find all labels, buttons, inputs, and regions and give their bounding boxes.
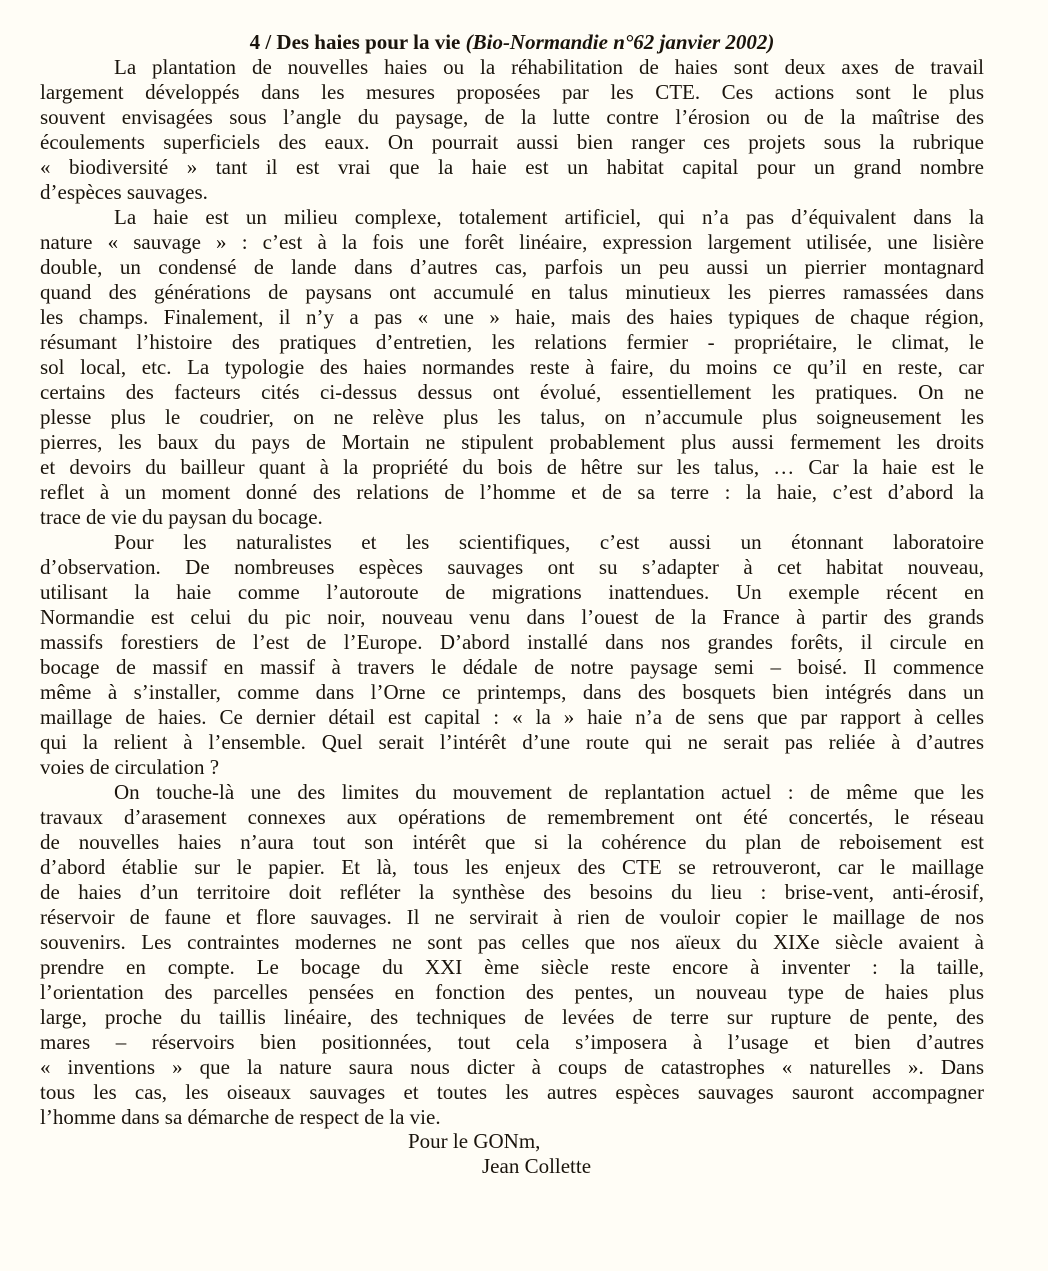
paragraph-line: « biodiversité » tant il est vrai que la haie est un habitat capital pour un grand nombre bbox=[40, 155, 984, 179]
paragraph-line: d’observation. De nombreuses espèces sauvages ont su s’adapter à cet habitat nouveau, bbox=[40, 555, 984, 579]
paragraph-line: travaux d’arasement connexes aux opérations de remembrement ont été concertés, le réseau bbox=[40, 805, 984, 829]
paragraph bbox=[40, 780, 984, 1130]
title-text: 4 / Des haies pour la vie bbox=[249, 30, 461, 54]
title-source: (Bio-Normandie n°62 janvier 2002) bbox=[465, 30, 775, 54]
paragraph-line: réservoir de faune et flore sauvages. Il ne servirait à rien de vouloir copier le maillage de nos bbox=[40, 905, 984, 929]
paragraph-line: double, un condensé de lande dans d’autres cas, parfois un peu aussi un pierrier montagnard bbox=[40, 255, 984, 279]
paragraph-line: La haie est un milieu complexe, totalement artificiel, qui n’a pas d’équivalent dans la bbox=[114, 205, 984, 229]
paragraph-line: d’abord établie sur le papier. Et là, tous les enjeux des CTE se retrouveront, car le maillage bbox=[40, 855, 984, 879]
paragraph-line: quand des générations de paysans ont accumulé en talus minutieux les pierres ramassées dans bbox=[40, 280, 984, 304]
paragraph bbox=[40, 205, 984, 530]
paragraph-line: l’homme dans sa démarche de respect de la vie. bbox=[40, 1105, 441, 1129]
paragraph-line: maillage de haies. Ce dernier détail est capital : « la » haie n’a de sens que par rapport à celles bbox=[40, 705, 984, 729]
paragraph-line: sol local, etc. La typologie des haies normandes reste à faire, du moins ce qu’il en reste, car bbox=[40, 355, 984, 379]
paragraph-line: nature « sauvage » : c’est à la fois une forêt linéaire, expression largement utilisée, une lisière bbox=[40, 230, 984, 254]
paragraph-line: On touche-là une des limites du mouvement de replantation actuel : de même que les bbox=[114, 780, 984, 804]
paragraph-line: trace de vie du paysan du bocage. bbox=[40, 505, 323, 529]
signature-author: Jean Collette bbox=[482, 1154, 592, 1178]
paragraph-line: l’orientation des parcelles pensées en fonction des pentes, un nouveau type de haies plus bbox=[40, 980, 984, 1004]
paragraph-line: certains des facteurs cités ci-dessus dessus ont évolué, essentiellement les pratiques. On ne bbox=[40, 380, 984, 404]
paragraph-line: largement développés dans les mesures proposées par les CTE. Ces actions sont le plus bbox=[40, 80, 984, 104]
paragraph-line: Normandie est celui du pic noir, nouveau venu dans l’ouest de la France à partir des grands bbox=[40, 605, 984, 629]
paragraph-line: utilisant la haie comme l’autoroute de migrations inattendues. Un exemple récent en bbox=[40, 580, 984, 604]
article-body bbox=[40, 55, 984, 1130]
paragraph-line: souvenirs. Les contraintes modernes ne sont pas celles que nos aïeux du XIXe siècle avaient à bbox=[40, 930, 984, 954]
paragraph-line: qui la relient à l’ensemble. Quel serait l’intérêt d’une route qui ne serait pas reliée à d’autres bbox=[40, 730, 984, 754]
paragraph-line: tous les cas, les oiseaux sauvages et toutes les autres espèces sauvages sauront accompagner bbox=[40, 1080, 984, 1104]
article-title bbox=[0, 30, 1024, 55]
paragraph-line: pierres, les baux du pays de Mortain ne stipulent probablement plus aussi fermement les droits bbox=[40, 430, 984, 454]
paragraph bbox=[40, 530, 984, 780]
paragraph bbox=[40, 55, 984, 205]
signature-organization: Pour le GONm, bbox=[408, 1129, 541, 1153]
paragraph-line: résumant l’histoire des pratiques d’entretien, les relations fermier - propriétaire, le climat, le bbox=[40, 330, 984, 354]
paragraph-line: de haies d’un territoire doit refléter la synthèse des besoins du lieu : brise-vent, anti-érosif, bbox=[40, 880, 984, 904]
paragraph-line: d’espèces sauvages. bbox=[40, 180, 208, 204]
paragraph-line: plesse plus le coudrier, on ne relève plus les talus, on n’accumule plus soigneusement les bbox=[40, 405, 984, 429]
paragraph-line: voies de circulation ? bbox=[40, 755, 220, 779]
paragraph-line: même à s’installer, comme dans l’Orne ce printemps, dans des bosquets bien intégrés dans un bbox=[40, 680, 984, 704]
paragraph-line: Pour les naturalistes et les scientifiques, c’est aussi un étonnant laboratoire bbox=[114, 530, 984, 554]
paragraph-line: les champs. Finalement, il n’y a pas « une » haie, mais des haies typiques de chaque région, bbox=[40, 305, 984, 329]
paragraph-line: large, proche du taillis linéaire, des techniques de levées de terre sur rupture de pente, des bbox=[40, 1005, 984, 1029]
paragraph-line: massifs forestiers de l’est de l’Europe. D’abord installé dans nos grandes forêts, il circule en bbox=[40, 630, 984, 654]
paragraph-line: reflet à un moment donné des relations de l’homme et de sa terre : la haie, c’est d’abord la bbox=[40, 480, 984, 504]
paragraph-line: de nouvelles haies n’aura tout son intérêt que si la cohérence du plan de reboisement est bbox=[40, 830, 984, 854]
paragraph-line: et devoirs du bailleur quant à la propriété du bois de hêtre sur les talus, … Car la haie est le bbox=[40, 455, 984, 479]
paragraph-line: souvent envisagées sous l’angle du paysage, de la lutte contre l’érosion ou de la maîtrise des bbox=[40, 105, 984, 129]
paragraph-line: « inventions » que la nature saura nous dicter à coups de catastrophes « naturelles ». Dans bbox=[40, 1055, 984, 1079]
paragraph-line: bocage de massif en massif à travers le dédale de notre paysage semi – boisé. Il commence bbox=[40, 655, 984, 679]
paragraph-line: mares – réservoirs bien positionnées, tout cela s’imposera à l’usage et bien d’autres bbox=[40, 1030, 984, 1054]
paragraph-line: La plantation de nouvelles haies ou la réhabilitation de haies sont deux axes de travail bbox=[114, 55, 984, 79]
paragraph-line: écoulements superficiels des eaux. On pourrait aussi bien ranger ces projets sous la rubrique bbox=[40, 130, 984, 154]
paragraph-line: prendre en compte. Le bocage du XXI ème siècle reste encore à inventer : la taille, bbox=[40, 955, 984, 979]
